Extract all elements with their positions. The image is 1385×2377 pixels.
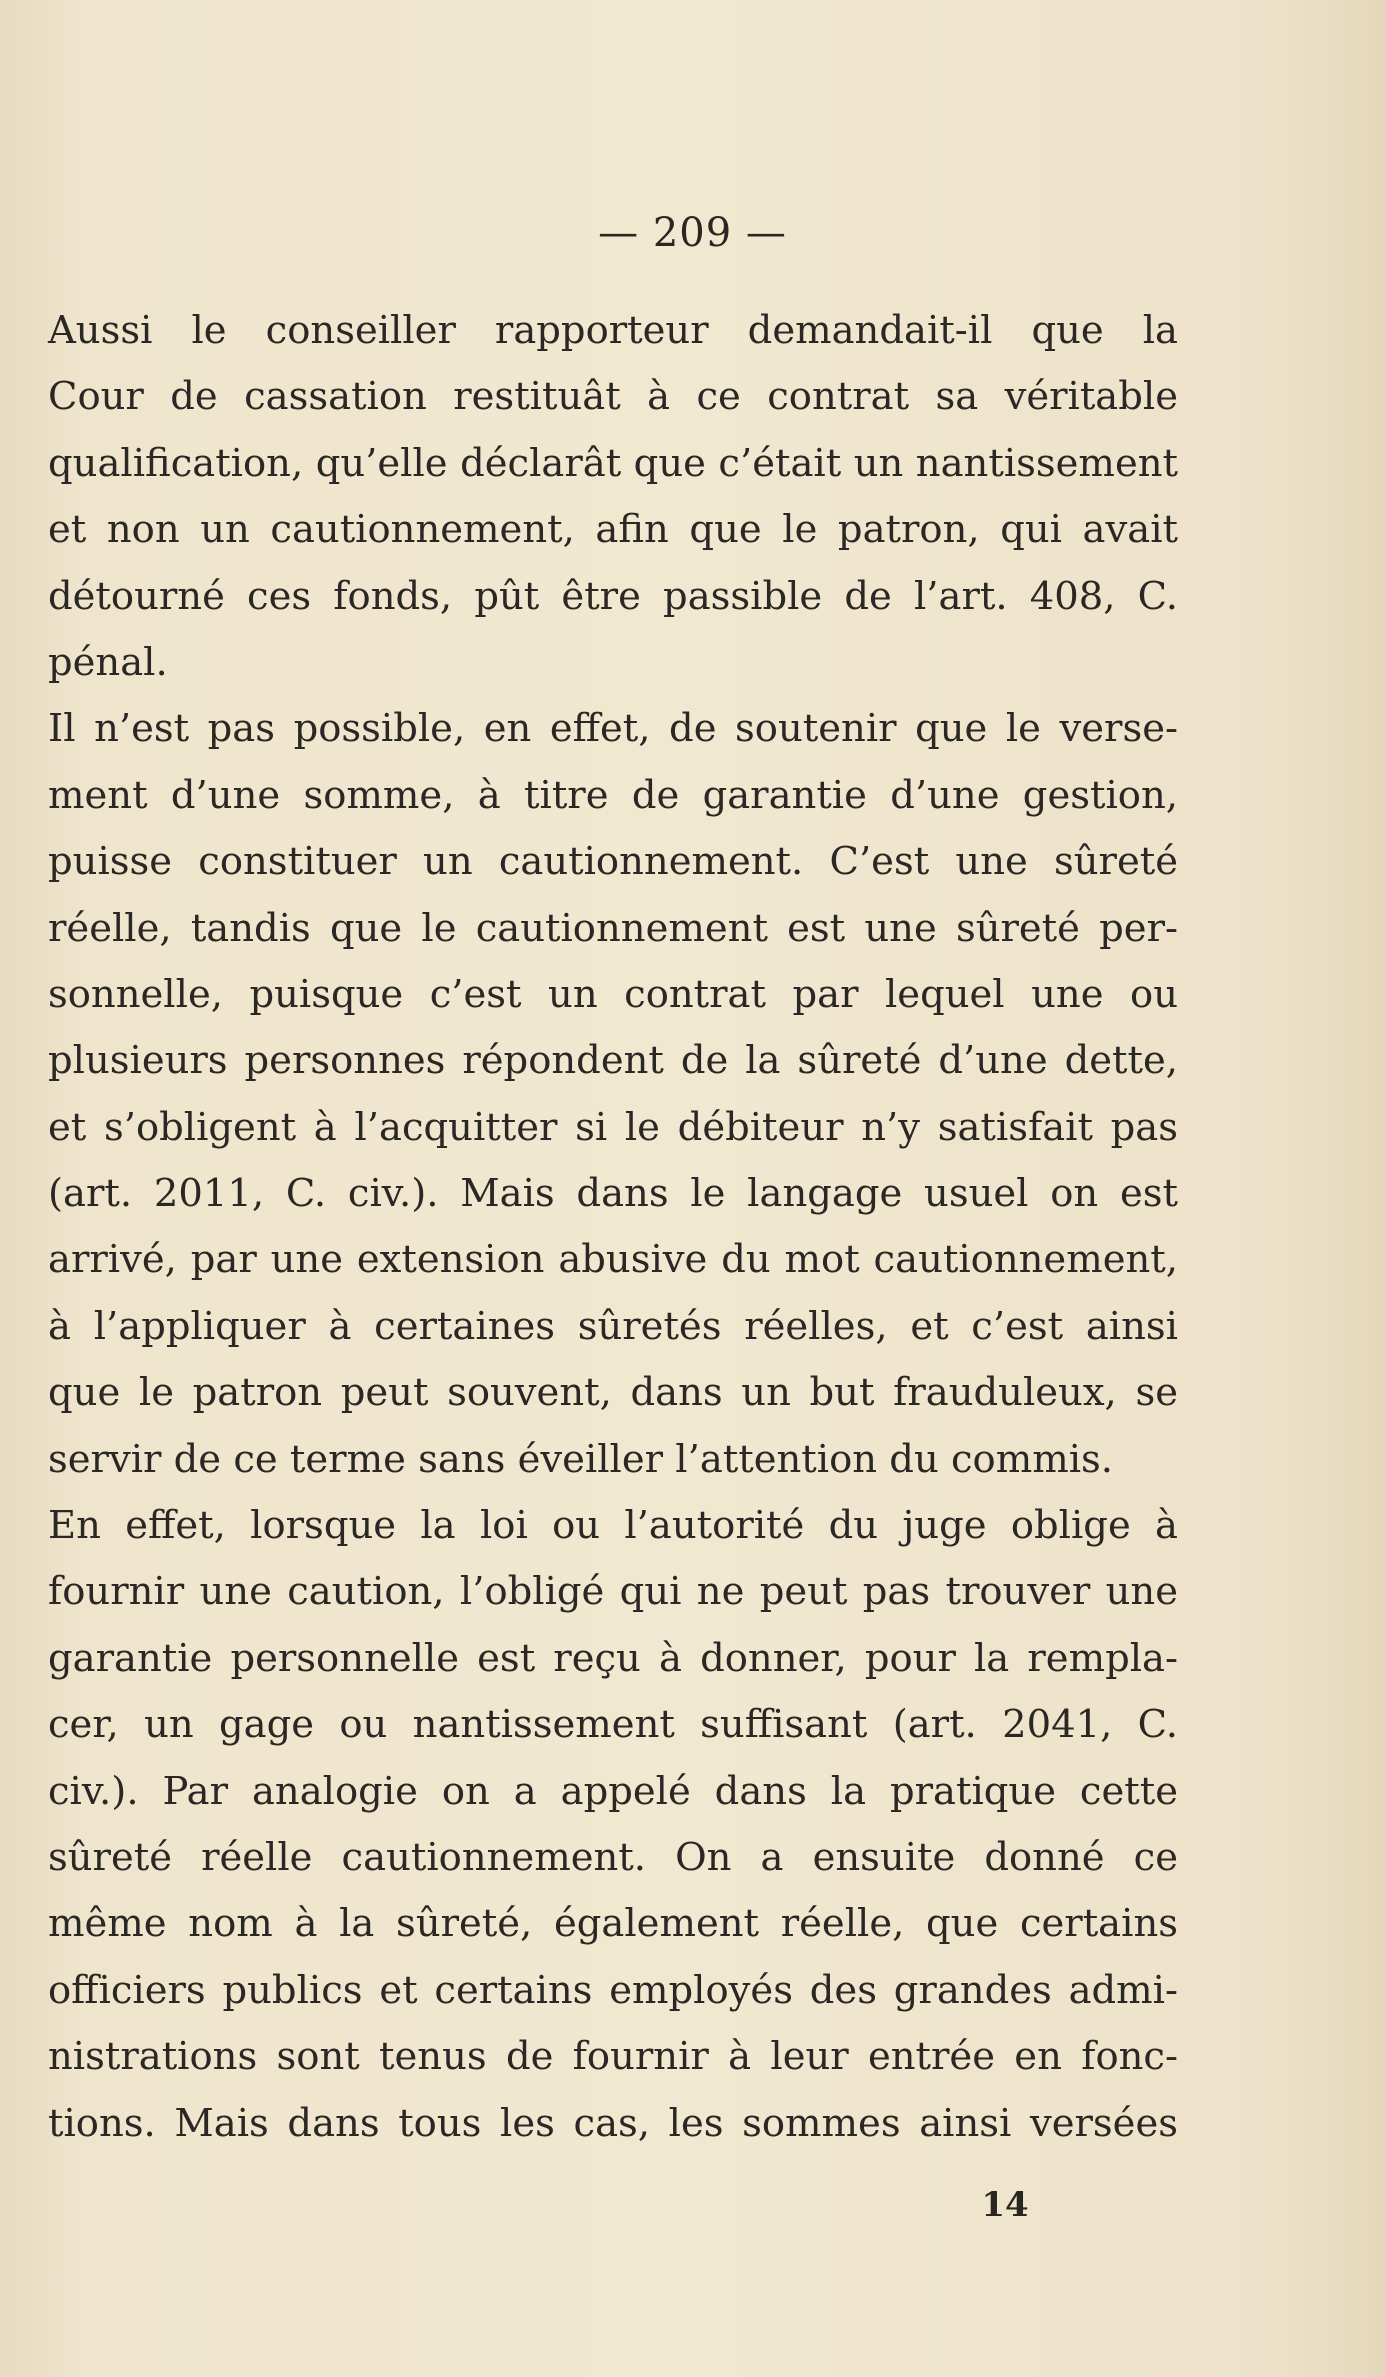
text-line: détourné ces fonds, pût être passible de l’art. 408, C. bbox=[48, 573, 1178, 619]
text-line: tions. Mais dans tous les cas, les sommes ainsi versées bbox=[48, 2100, 1178, 2146]
text-line: qualification, qu’elle déclarât que c’était un nantissement bbox=[48, 440, 1178, 486]
signature-mark: 14 bbox=[981, 2185, 1029, 2225]
text-line: plusieurs personnes répondent de la sûreté d’une dette, bbox=[48, 1038, 1178, 1084]
text-line: réelle, tandis que le cautionnement est une sûreté per- bbox=[48, 905, 1178, 951]
text-line: servir de ce terme sans éveiller l’attention du commis. bbox=[48, 1436, 1114, 1482]
page-number: — 209 — bbox=[598, 210, 787, 256]
body-text bbox=[48, 298, 1178, 2157]
text-line: Cour de cassation restituât à ce contrat sa véritable bbox=[48, 374, 1178, 420]
text-line: (art. 2011, C. civ.). Mais dans le langage usuel on est bbox=[48, 1171, 1178, 1217]
text-line: nistrations sont tenus de fournir à leur entrée en fonc- bbox=[48, 2034, 1178, 2080]
text-line: sûreté réelle cautionnement. On a ensuite donné ce bbox=[48, 1834, 1178, 1880]
text-line: sonnelle, puisque c’est un contrat par lequel une ou bbox=[48, 971, 1178, 1017]
text-line: fournir une caution, l’obligé qui ne peut pas trouver une bbox=[48, 1569, 1178, 1615]
text-line: officiers publics et certains employés des grandes admi- bbox=[48, 1967, 1178, 2013]
text-line: arrivé, par une extension abusive du mot cautionnement, bbox=[48, 1237, 1178, 1283]
text-line: que le patron peut souvent, dans un but frauduleux, se bbox=[48, 1370, 1178, 1416]
text-line: puisse constituer un cautionnement. C’est une sûreté bbox=[48, 839, 1178, 885]
text-line: même nom à la sûreté, également réelle, que certains bbox=[48, 1901, 1178, 1947]
text-line: garantie personnelle est reçu à donner, pour la rempla- bbox=[48, 1635, 1178, 1681]
text-line: à l’appliquer à certaines sûretés réelles, et c’est ainsi bbox=[48, 1303, 1178, 1349]
text-line: Il n’est pas possible, en effet, de soutenir que le verse- bbox=[48, 706, 1178, 752]
text-line: cer, un gage ou nantissement suffisant (art. 2041, C. bbox=[48, 1702, 1178, 1748]
text-line: pénal. bbox=[48, 639, 168, 685]
text-line: civ.). Par analogie on a appelé dans la pratique cette bbox=[48, 1768, 1178, 1814]
text-line: En effet, lorsque la loi ou l’autorité du juge oblige à bbox=[48, 1503, 1178, 1549]
text-line: et non un cautionnement, afin que le patron, qui avait bbox=[48, 507, 1178, 553]
text-line: ment d’une somme, à titre de garantie d’une gestion, bbox=[48, 772, 1178, 818]
text-line: Aussi le conseiller rapporteur demandait-il que la bbox=[48, 308, 1178, 353]
text-line: et s’obligent à l’acquitter si le débiteur n’y satisfait pas bbox=[48, 1104, 1178, 1150]
